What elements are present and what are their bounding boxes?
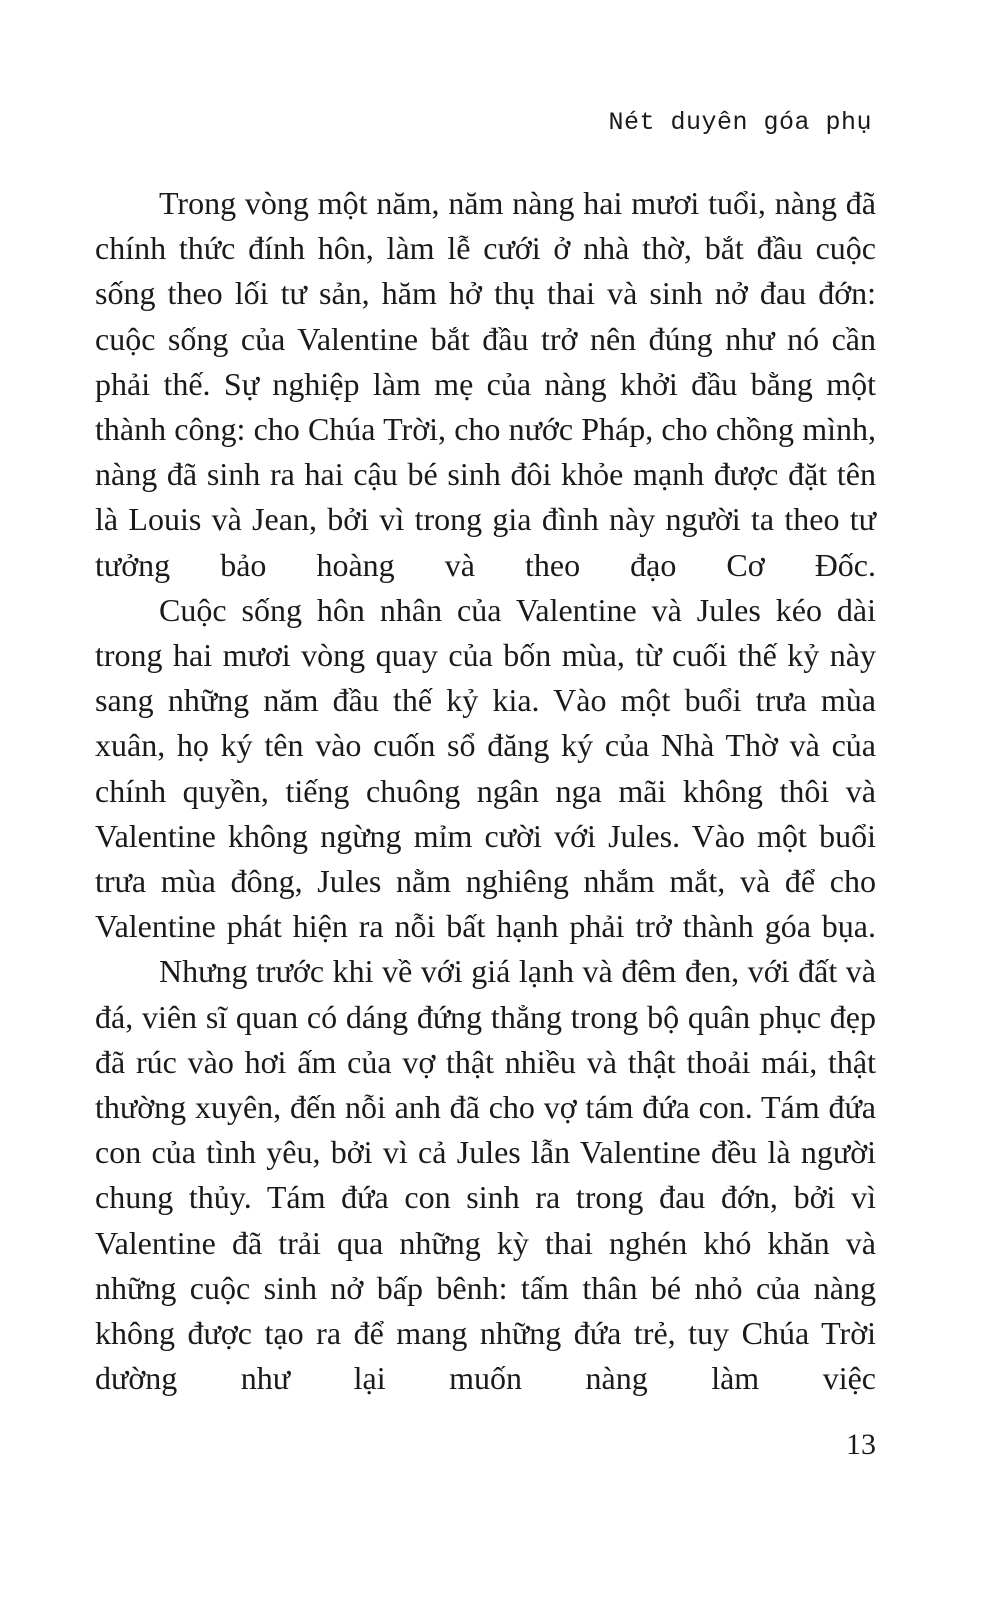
paragraph: Trong vòng một năm, năm nàng hai mươi tuổi, nàng đã chính thức đính hôn, làm lễ cưới ở nhà thờ, bắt đầu cuộc sống theo lối tư sản, hăm hở thụ thai và sinh nở đau đớn: cuộc sống của Valentine bắt đầu trở nên đúng như nó cần phải thế. Sự nghiệp làm mẹ của nàng khởi đầu bằng một thành công: cho Chúa Trời, cho nước Pháp, cho chồng mình, nàng đã sinh ra hai cậu bé sinh đôi khỏe mạnh được đặt tên là Louis và Jean, bởi vì trong gia đình này người ta theo tư tưởng bảo hoàng và theo đạo Cơ Đốc.	[95, 185, 876, 583]
paragraph: Cuộc sống hôn nhân của Valentine và Jules kéo dài trong hai mươi vòng quay của bốn mùa, từ cuối thế kỷ này sang những năm đầu thế kỷ kia. Vào một buổi trưa mùa xuân, họ ký tên vào cuốn sổ đăng ký của Nhà Thờ và của chính quyền, tiếng chuông ngân nga mãi không thôi và Valentine không ngừng mỉm cười với Jules. Vào một buổi trưa mùa đông, Jules nằm nghiêng nhắm mắt, và để cho Valentine phát hiện ra nỗi bất hạnh phải trở thành góa bụa.	[95, 591, 876, 945]
paragraph: Nhưng trước khi về với giá lạnh và đêm đen, với đất và đá, viên sĩ quan có dáng đứng thẳng trong bộ quân phục đẹp đã rúc vào hơi ấm của vợ thật nhiều và thật thoải mái, thật thường xuyên, đến nỗi anh đã cho vợ tám đứa con. Tám đứa con của tình yêu, bởi vì cả Jules lẫn Valentine đều là người chung thủy. Tám đứa con sinh ra trong đau đớn, bởi vì Valentine đã trải qua những kỳ thai nghén khó khăn và những cuộc sinh nở bấp bênh: tấm thân bé nhỏ của nàng không được tạo ra để mang những đứa trẻ, tuy Chúa Trời dường như lại muốn nàng làm việc	[95, 953, 876, 1397]
body-text	[95, 181, 876, 1401]
page-number: 13	[846, 1428, 876, 1461]
running-header: Nét duyên góa phụ	[608, 108, 872, 137]
